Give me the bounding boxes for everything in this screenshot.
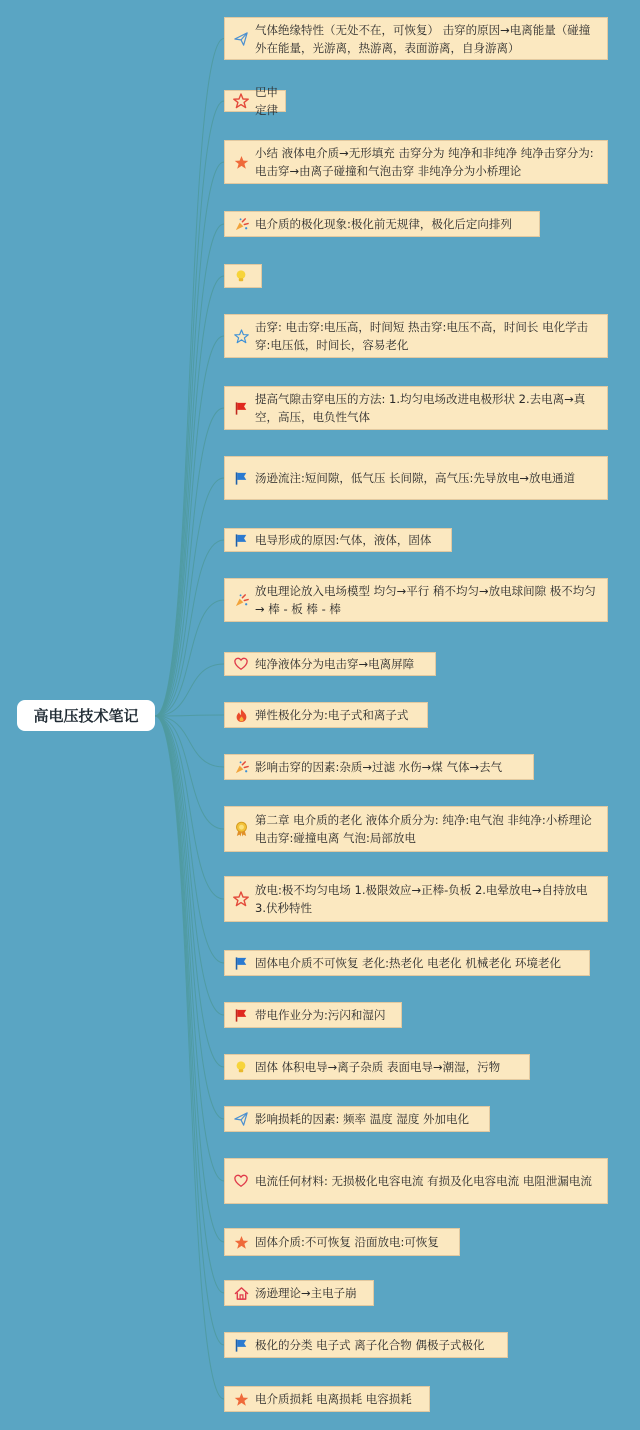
topic-label: 固体介质:不可恢复 沿面放电:可恢复 [255,1235,439,1249]
topic-label: 影响击穿的因素:杂质→过滤 水伤→煤 气体→去气 [255,760,503,774]
branch-line [155,716,224,1242]
topic-node[interactable] [224,578,608,622]
branch-line [155,162,224,716]
topic-label: 放电理论放入电场模型 均匀→平行 稍不均匀→放电球间隙 极不均匀→ 棒 - 板 棒 - 棒 [255,584,596,616]
root-topic[interactable]: 高电压技术笔记 [17,700,155,731]
topic-label: 固体电介质不可恢复 老化:热老化 电老化 机械老化 环境老化 [255,956,561,970]
blue-flag-icon [233,1337,249,1353]
topic-label: 第二章 电介质的老化 液体介质分为: 纯净:电气泡 非纯净:小桥理论 电击穿:碰撞电离 气泡:局部放电 [255,813,592,845]
topic-node[interactable] [224,702,428,728]
topic-label: 电流任何材料: 无损极化电容电流 有损及化电容电流 电阻泄漏电流 [255,1174,592,1188]
topic-node[interactable] [224,1002,402,1028]
topic-node[interactable] [224,1280,374,1306]
topic-label: 电介质的极化现象:极化前无规律，极化后定向排列 [255,217,512,231]
topic-label: 影响损耗的因素: 频率 温度 湿度 外加电化 [255,1112,469,1126]
star-filled-icon [233,1234,249,1250]
topic-label: 放电:极不均匀电场 1.极限效应→正棒-负板 2.电晕放电→自持放电 3.伏秒特性 [255,883,588,915]
topic-node[interactable] [224,1332,508,1358]
topic-node[interactable] [224,386,608,430]
branch-line [155,276,224,716]
fire-icon [233,707,249,723]
branch-line [155,39,224,717]
blue-flag-icon [233,532,249,548]
topic-node[interactable] [224,806,608,852]
topic-node[interactable] [224,1386,430,1412]
branch-line [155,101,224,716]
topic-node[interactable] [224,140,608,184]
topic-label: 汤逊流注:短间隙，低气压 长间隙，高气压:先导放电→放电通道 [255,471,576,485]
topic-node[interactable] [224,17,608,60]
topic-label: 气体绝缘特性（无处不在，可恢复） 击穿的原因→电离能量（碰撞外在能量，光游离，热游离，表面游离，自身游离） [255,22,591,55]
star-outline-icon [233,891,249,907]
heart-icon [233,656,249,672]
topic-label: 击穿: 电击穿:电压高，时间短 热击穿:电压不高，时间长 电化学击穿:电压低，时间长，容易老化 [255,320,589,352]
branch-line [155,716,224,899]
topic-node[interactable] [224,528,452,552]
topic-node[interactable] [224,652,436,676]
star-outline-icon [233,93,249,109]
branch-line [155,716,224,1293]
topic-node[interactable] [224,264,262,288]
paper-plane-icon [233,1111,249,1127]
branch-line [155,224,224,716]
topic-label: 汤逊理论→主电子崩 [255,1286,357,1300]
topic-label: 电介质损耗 电离损耗 电容损耗 [255,1392,412,1406]
topic-label: 提高气隙击穿电压的方法: 1.均匀电场改进电极形状 2.去电离→真空，高压，电负性气体 [255,392,586,424]
party-popper-icon [233,592,249,608]
lightbulb-icon [233,1059,249,1075]
red-flag-icon [233,400,249,416]
branch-line [155,408,224,716]
star-filled-icon [233,154,249,170]
topic-label: 固体 体积电导→离子杂质 表面电导→潮湿，污物 [255,1060,501,1074]
star-filled-icon [233,1391,249,1407]
topic-node[interactable] [224,1228,460,1256]
red-flag-icon [233,1007,249,1023]
branch-line [155,716,224,963]
lightbulb-icon [233,268,249,284]
paper-plane-icon [233,31,249,47]
topic-label: 带电作业分为:污闪和湿闪 [255,1008,386,1022]
party-popper-icon [233,759,249,775]
home-icon [233,1285,249,1301]
medal-icon [233,821,249,837]
topic-label: 电导形成的原因:气体，液体，固体 [255,533,432,547]
blue-flag-icon [233,470,249,486]
topic-node[interactable] [224,1106,490,1132]
topic-label: 极化的分类 电子式 离子化合物 偶极子式极化 [255,1338,485,1352]
topic-node[interactable] [224,876,608,922]
topic-label: 纯净液体分为电击穿→电离屏障 [255,657,415,671]
topic-node[interactable] [224,211,540,237]
branch-line [155,478,224,716]
party-popper-icon [233,216,249,232]
branch-line [155,715,224,716]
topic-node[interactable] [224,314,608,358]
heart-icon [233,1173,249,1189]
topic-node[interactable] [224,1054,530,1080]
topic-node[interactable] [224,456,608,500]
branch-line [155,716,224,1181]
topic-label: 弹性极化分为:电子式和离子式 [255,708,409,722]
star-outline-blue-icon [233,328,249,344]
topic-label: 巴申定律 [255,85,278,117]
blue-flag-icon [233,955,249,971]
topic-node[interactable] [224,950,590,976]
topic-node[interactable] [224,754,534,780]
topic-label: 小结 液体电介质→无形填充 击穿分为 纯净和非纯净 纯净击穿分为:电击穿→由离子碰撞和气泡击穿 非纯净分为小桥理论 [255,146,594,178]
topic-node[interactable] [224,85,286,117]
topic-node[interactable] [224,1158,608,1204]
